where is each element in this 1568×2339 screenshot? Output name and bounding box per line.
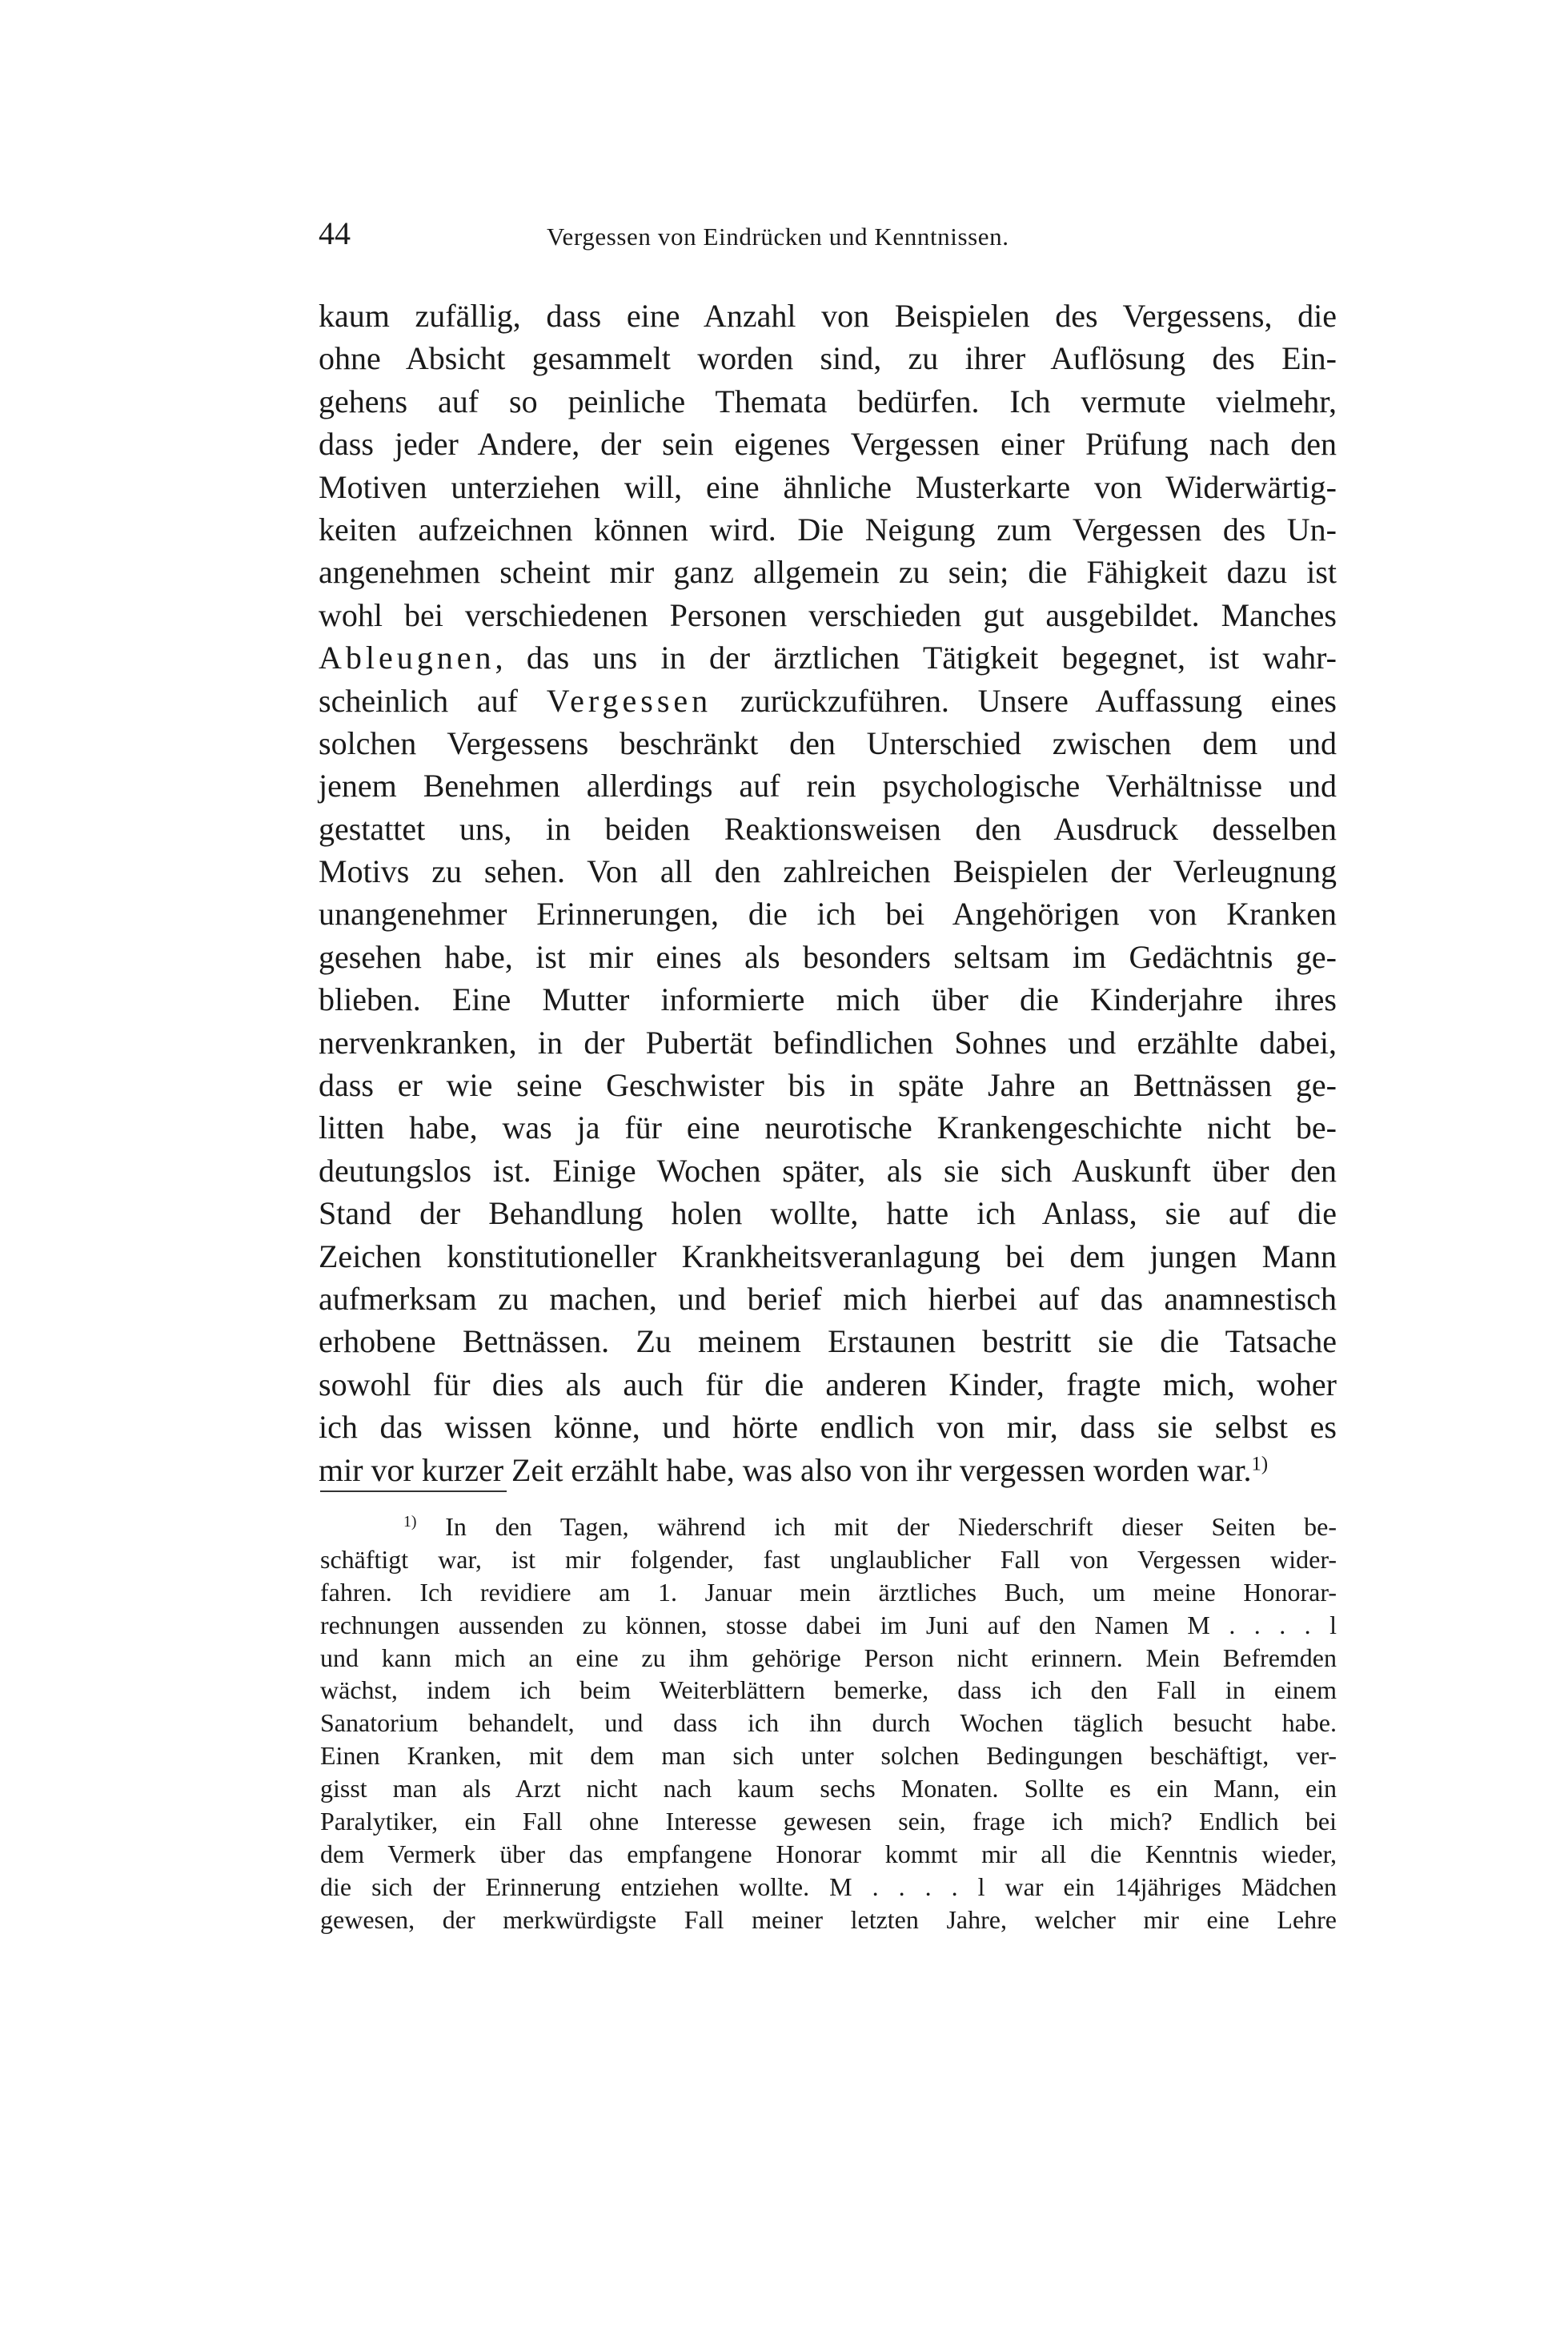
footnote	[320, 1511, 1337, 1936]
footnote-reference: 1)	[1251, 1452, 1269, 1474]
text-line: erhobene Bettnässen. Zu meinem Erstaunen bestritt sie die Tatsache	[319, 1323, 1337, 1360]
text-line: Motiven unterziehen will, eine ähnliche Musterkarte von Widerwärtig-	[319, 468, 1337, 505]
text-line: solchen Vergessens beschränkt den Unterschied zwischen dem und	[319, 724, 1337, 761]
footnote-line: Sanatorium behandelt, und dass ich ihn durch Wochen täglich besucht habe.	[320, 1708, 1337, 1738]
text-line: kaum zufällig, dass eine Anzahl von Beispielen des Vergessens, die	[319, 298, 1337, 334]
text-line: keiten aufzeichnen können wird. Die Neigung zum Vergessen des Un-	[319, 511, 1337, 548]
text-line: unangenehmer Erinnerungen, die ich bei Angehörigen von Kranken	[319, 896, 1337, 933]
footnote-line: und kann mich an eine zu ihm gehörige Person nicht erinnern. Mein Befremden	[320, 1643, 1337, 1672]
page-number: 44	[319, 215, 351, 251]
text-line: wohl bei verschiedenen Personen verschieden gut ausgebildet. Manches	[319, 596, 1337, 633]
spaced-word-vergessen: Vergessen	[546, 682, 712, 719]
text-line: Motivs zu sehen. Von all den zahlreichen Beispielen der Verleugnung	[319, 853, 1337, 890]
footnote-line: die sich der Erinnerung entziehen wollte. M . . . . l war ein 14jähriges Mädchen	[320, 1872, 1337, 1901]
footnote-marker: 1)	[403, 1513, 417, 1531]
text-line	[319, 1449, 1337, 1491]
text-line: litten habe, was ja für eine neurotische Krankengeschichte nicht be-	[319, 1109, 1337, 1146]
text-line	[319, 680, 1337, 722]
text-line: dass er wie seine Geschwister bis in späte Jahre an Bettnässen ge-	[319, 1067, 1337, 1104]
footnote-line: Paralytiker, ein Fall ohne Interesse gewesen sein, frage ich mich? Endlich bei	[320, 1807, 1337, 1836]
footnote-line: schäftigt war, ist mir folgender, fast unglaublicher Fall von Vergessen wider-	[320, 1544, 1337, 1574]
text-line: angenehmen scheint mir ganz allgemein zu sein; die Fähigkeit dazu ist	[319, 554, 1337, 591]
text-fragment: zurückzuführen. Unsere Auffassung eines	[712, 682, 1337, 719]
text-line: sowohl für dies als auch für die anderen Kinder, fragte mich, woher	[319, 1366, 1337, 1402]
footnote-line: rechnungen aussenden zu können, stosse dabei im Juni auf den Namen M . . . . l	[320, 1610, 1337, 1639]
running-title: Vergessen von Eindrücken und Kenntnissen.	[547, 223, 1009, 251]
text-line: aufmerksam zu machen, und berief mich hierbei auf das anamnestisch	[319, 1280, 1337, 1317]
text-line: Stand der Behandlung holen wollte, hatte ich Anlass, sie auf die	[319, 1195, 1337, 1232]
footnote-divider	[320, 1490, 507, 1492]
spaced-word-ableugnen: Ableugnen	[319, 640, 495, 676]
text-line: nervenkranken, in der Pubertät befindlichen Sohnes und erzählte dabei,	[319, 1024, 1337, 1061]
text-fragment: , das uns in der ärztlichen Tätigkeit begegnet, ist wahr-	[495, 640, 1337, 676]
footnote-line: gewesen, der merkwürdigste Fall meiner letzten Jahre, welcher mir eine Lehre	[320, 1904, 1337, 1934]
main-text	[319, 295, 1337, 1491]
footnote-line: wächst, indem ich beim Weiterblättern bemerke, dass ich den Fall in einem	[320, 1675, 1337, 1705]
text-line: gestattet uns, in beiden Reaktionsweisen den Ausdruck desselben	[319, 810, 1337, 847]
text-line: gesehen habe, ist mir eines als besonders seltsam im Gedächtnis ge-	[319, 938, 1337, 975]
text-line: ohne Absicht gesammelt worden sind, zu ihrer Auflösung des Ein-	[319, 340, 1337, 377]
text-line: Zeichen konstitutioneller Krankheitsveranlagung bei dem jungen Mann	[319, 1238, 1337, 1274]
text-line: ich das wissen könne, und hörte endlich von mir, dass sie selbst es	[319, 1409, 1337, 1446]
text-line: blieben. Eine Mutter informierte mich über die Kinderjahre ihres	[319, 981, 1337, 1018]
text-fragment: In den Tagen, während ich mit der Niederschrift dieser Seiten be-	[445, 1512, 1337, 1541]
footnote-line: fahren. Ich revidiere am 1. Januar mein ärztliches Buch, um meine Honorar-	[320, 1577, 1337, 1607]
footnote-line: gisst man als Arzt nicht nach kaum sechs Monaten. Sollte es ein Mann, ein	[320, 1774, 1337, 1803]
text-fragment: scheinlich auf	[319, 682, 547, 719]
footnote-line	[320, 1511, 1337, 1543]
footnote-line: Einen Kranken, mit dem man sich unter solchen Bedingungen beschäftigt, ver-	[320, 1741, 1337, 1771]
footnote-line: dem Vermerk über das empfangene Honorar kommt mir all die Kenntnis wieder,	[320, 1839, 1337, 1868]
text-line: gehens auf so peinliche Themata bedürfen. Ich vermute vielmehr,	[319, 383, 1337, 419]
text-line: jenem Benehmen allerdings auf rein psychologische Verhältnisse und	[319, 768, 1337, 804]
text-line	[319, 636, 1337, 679]
text-line: dass jeder Andere, der sein eigenes Vergessen einer Prüfung nach den	[319, 426, 1337, 463]
text-line: deutungslos ist. Einige Wochen später, als sie sich Auskunft über den	[319, 1152, 1337, 1189]
text-fragment: mir vor kurzer Zeit erzählt habe, was also von ihr vergessen worden war.	[319, 1451, 1252, 1488]
